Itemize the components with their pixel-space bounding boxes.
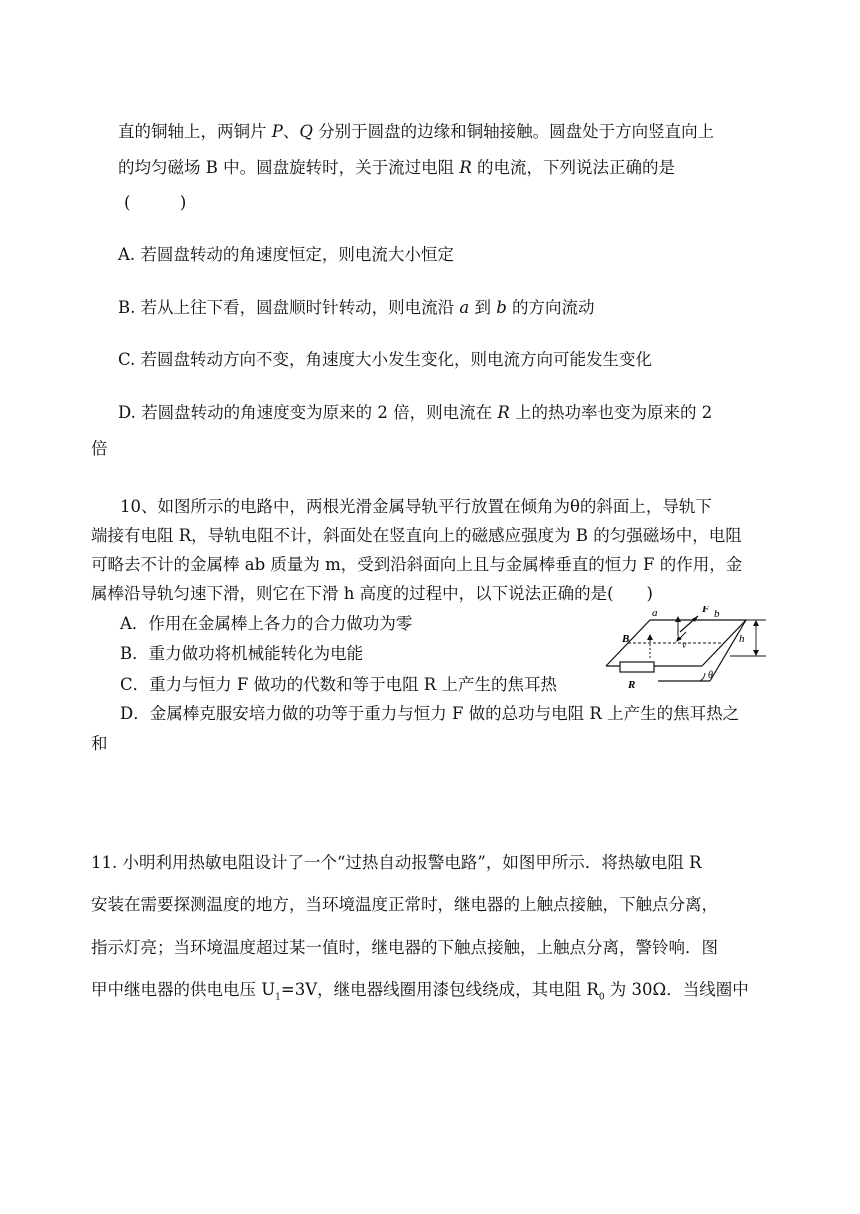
- q10-option-d-line-1: D．金属棒克服安培力做的功等于重力与恒力 F 做的总功与电阻 R 上产生的焦耳热之: [120, 704, 740, 723]
- q10-stem-line-2: 端接有电阻 R，导轨电阻不计，斜面处在竖直向上的磁感应强度为 B 的匀强磁场中，电阻: [91, 526, 742, 545]
- fig-label-B: B: [622, 633, 630, 645]
- q11-line-2: 安装在需要探测温度的地方，当环境温度正常时，继电器的上触点接触，下触点分离，: [91, 895, 718, 914]
- q9-option-a: A. 若圆盘转动的角速度恒定，则电流大小恒定: [118, 245, 454, 264]
- q9-option-b: B. 若从上往下看，圆盘顺时针转动，则电流沿 a 到 b 的方向流动: [118, 298, 595, 317]
- q11-line-3: 指示灯亮；当环境温度超过某一值时，继电器的下触点接触，上触点分离，警铃响．图: [91, 938, 718, 957]
- q10-stem-line-4: 属棒沿导轨匀速下滑，则它在下滑 h 高度的过程中，以下说法正确的是( ): [91, 584, 653, 603]
- q9-option-d-line-2: 倍: [91, 439, 108, 458]
- fig-label-h: h: [739, 633, 745, 645]
- fig-label-v: v: [682, 640, 687, 651]
- q9-answer-bracket: ( ): [124, 193, 187, 212]
- fig-label-R: R: [628, 679, 636, 691]
- q10-option-b: B．重力做功将机械能转化为电能: [120, 644, 364, 663]
- fig-label-a: a: [652, 607, 658, 619]
- q9-line-2: 的均匀磁场 B 中。圆盘旋转时，关于流过电阻 R 的电流，下列说法正确的是: [118, 158, 676, 177]
- q11-line-4: 甲中继电器的供电电压 $U_1=3V$，继电器线圈用漆包线绕成，其电阻 $R_0$ 为 30Ω．当线圈中: [91, 980, 749, 1003]
- q10-option-a: A．作用在金属棒上各力的合力做功为零: [120, 614, 413, 633]
- q9-line-1: 直的铜轴上，两铜片 P、Q 分别于圆盘的边缘和铜轴接触。圆盘处于方向竖直向上: [118, 122, 715, 141]
- q10-option-c: C．重力与恒力 F 做功的代数和等于电阻 R 上产生的焦耳热: [120, 675, 557, 694]
- q10-stem-line-1: 10、如图所示的电路中，两根光滑金属导轨平行放置在倾角为θ的斜面上，导轨下: [120, 497, 712, 516]
- fig-label-theta: θ: [708, 670, 713, 681]
- q11-line-1: 11. 小明利用热敏电阻设计了一个“过热自动报警电路”，如图甲所示．将热敏电阻 R: [91, 853, 702, 872]
- q9-option-d-line-1: D. 若圆盘转动的角速度变为原来的 2 倍，则电流在 R 上的热功率也变为原来的 2: [118, 403, 713, 422]
- fig-label-b: b: [714, 608, 720, 620]
- q10-incline-rails-figure: [598, 606, 774, 694]
- q10-stem-line-3: 可略去不计的金属棒 ab 质量为 m，受到沿斜面向上且与金属棒垂直的恒力 F 的作用，金: [91, 555, 743, 574]
- q9-option-c: C. 若圆盘转动方向不变，角速度大小发生变化，则电流方向可能发生变化: [118, 350, 653, 369]
- fig-label-F: F: [702, 606, 710, 615]
- q10-option-d-line-2: 和: [91, 734, 108, 753]
